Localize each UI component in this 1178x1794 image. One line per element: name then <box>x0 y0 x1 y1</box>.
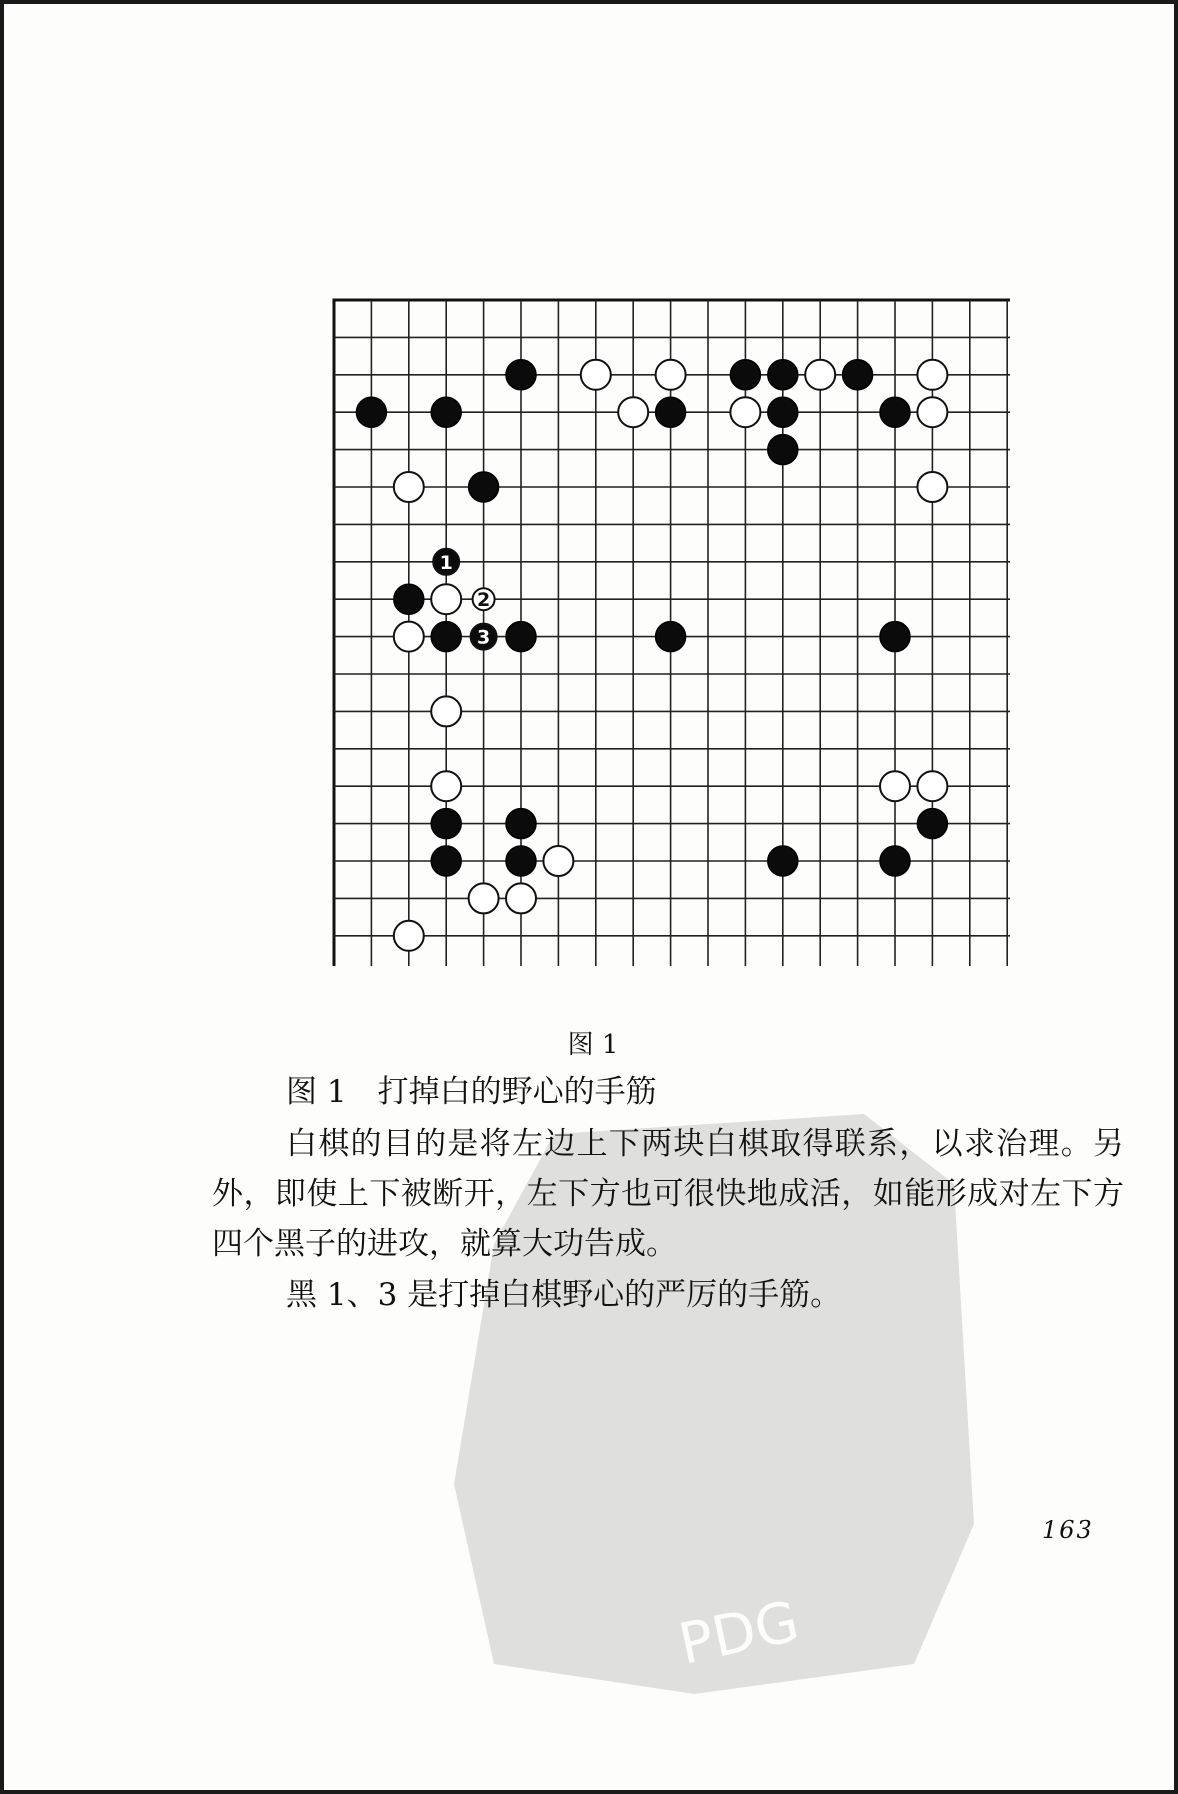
page-number: 163 <box>1042 1516 1094 1544</box>
white-stone <box>917 472 947 502</box>
watermark-text: PDG <box>673 1589 805 1678</box>
black-stone <box>768 360 798 390</box>
white-stone <box>506 883 536 913</box>
white-stone <box>431 696 461 726</box>
body-paragraph-1: 白棋的目的是将左边上下两块白棋取得联系，以求治理。另外，即使上下被断开，左下方也可很快地成活，如能形成对左下方四个黑子的进攻，就算大功告成。 <box>212 1126 1124 1262</box>
white-stone <box>917 771 947 801</box>
black-stone <box>506 846 536 876</box>
go-board-diagram <box>330 296 1010 966</box>
white-stone <box>917 397 947 427</box>
white-stone <box>730 397 760 427</box>
black-stone <box>656 397 686 427</box>
black-stone <box>768 846 798 876</box>
black-stone <box>843 360 873 390</box>
white-stone <box>469 883 499 913</box>
black-stone <box>469 472 499 502</box>
black-stone <box>394 584 424 614</box>
white-stone <box>581 360 611 390</box>
black-stone <box>506 809 536 839</box>
white-stone <box>656 360 686 390</box>
black-stone <box>768 397 798 427</box>
white-stone <box>431 771 461 801</box>
white-stone <box>394 472 424 502</box>
white-stone <box>431 584 461 614</box>
section-heading: 图 1 打掉白的野心的手筋 <box>286 1074 657 1110</box>
stone-number-3: 3 <box>476 626 491 649</box>
black-stone <box>506 622 536 652</box>
white-stone <box>394 921 424 951</box>
body-paragraph-2: 黑 1、3 是打掉白棋野心的严厉的手筋。 <box>286 1277 842 1313</box>
white-stone <box>880 771 910 801</box>
black-stone <box>917 809 947 839</box>
white-stone <box>917 360 947 390</box>
white-stone <box>394 622 424 652</box>
stone-number-1: 1 <box>439 551 453 574</box>
white-stone <box>543 846 573 876</box>
black-stone <box>356 397 386 427</box>
white-stone <box>805 360 835 390</box>
black-stone <box>768 435 798 465</box>
white-stone <box>618 397 648 427</box>
black-stone <box>431 622 461 652</box>
black-stone <box>431 809 461 839</box>
black-stone <box>880 846 910 876</box>
black-stone <box>880 622 910 652</box>
black-stone <box>506 360 536 390</box>
figure-caption: 图 1 <box>567 1030 619 1060</box>
black-stone <box>431 397 461 427</box>
black-stone <box>656 622 686 652</box>
black-stone <box>730 360 760 390</box>
stone-number-2: 2 <box>476 589 491 612</box>
black-stone <box>880 397 910 427</box>
black-stone <box>431 846 461 876</box>
